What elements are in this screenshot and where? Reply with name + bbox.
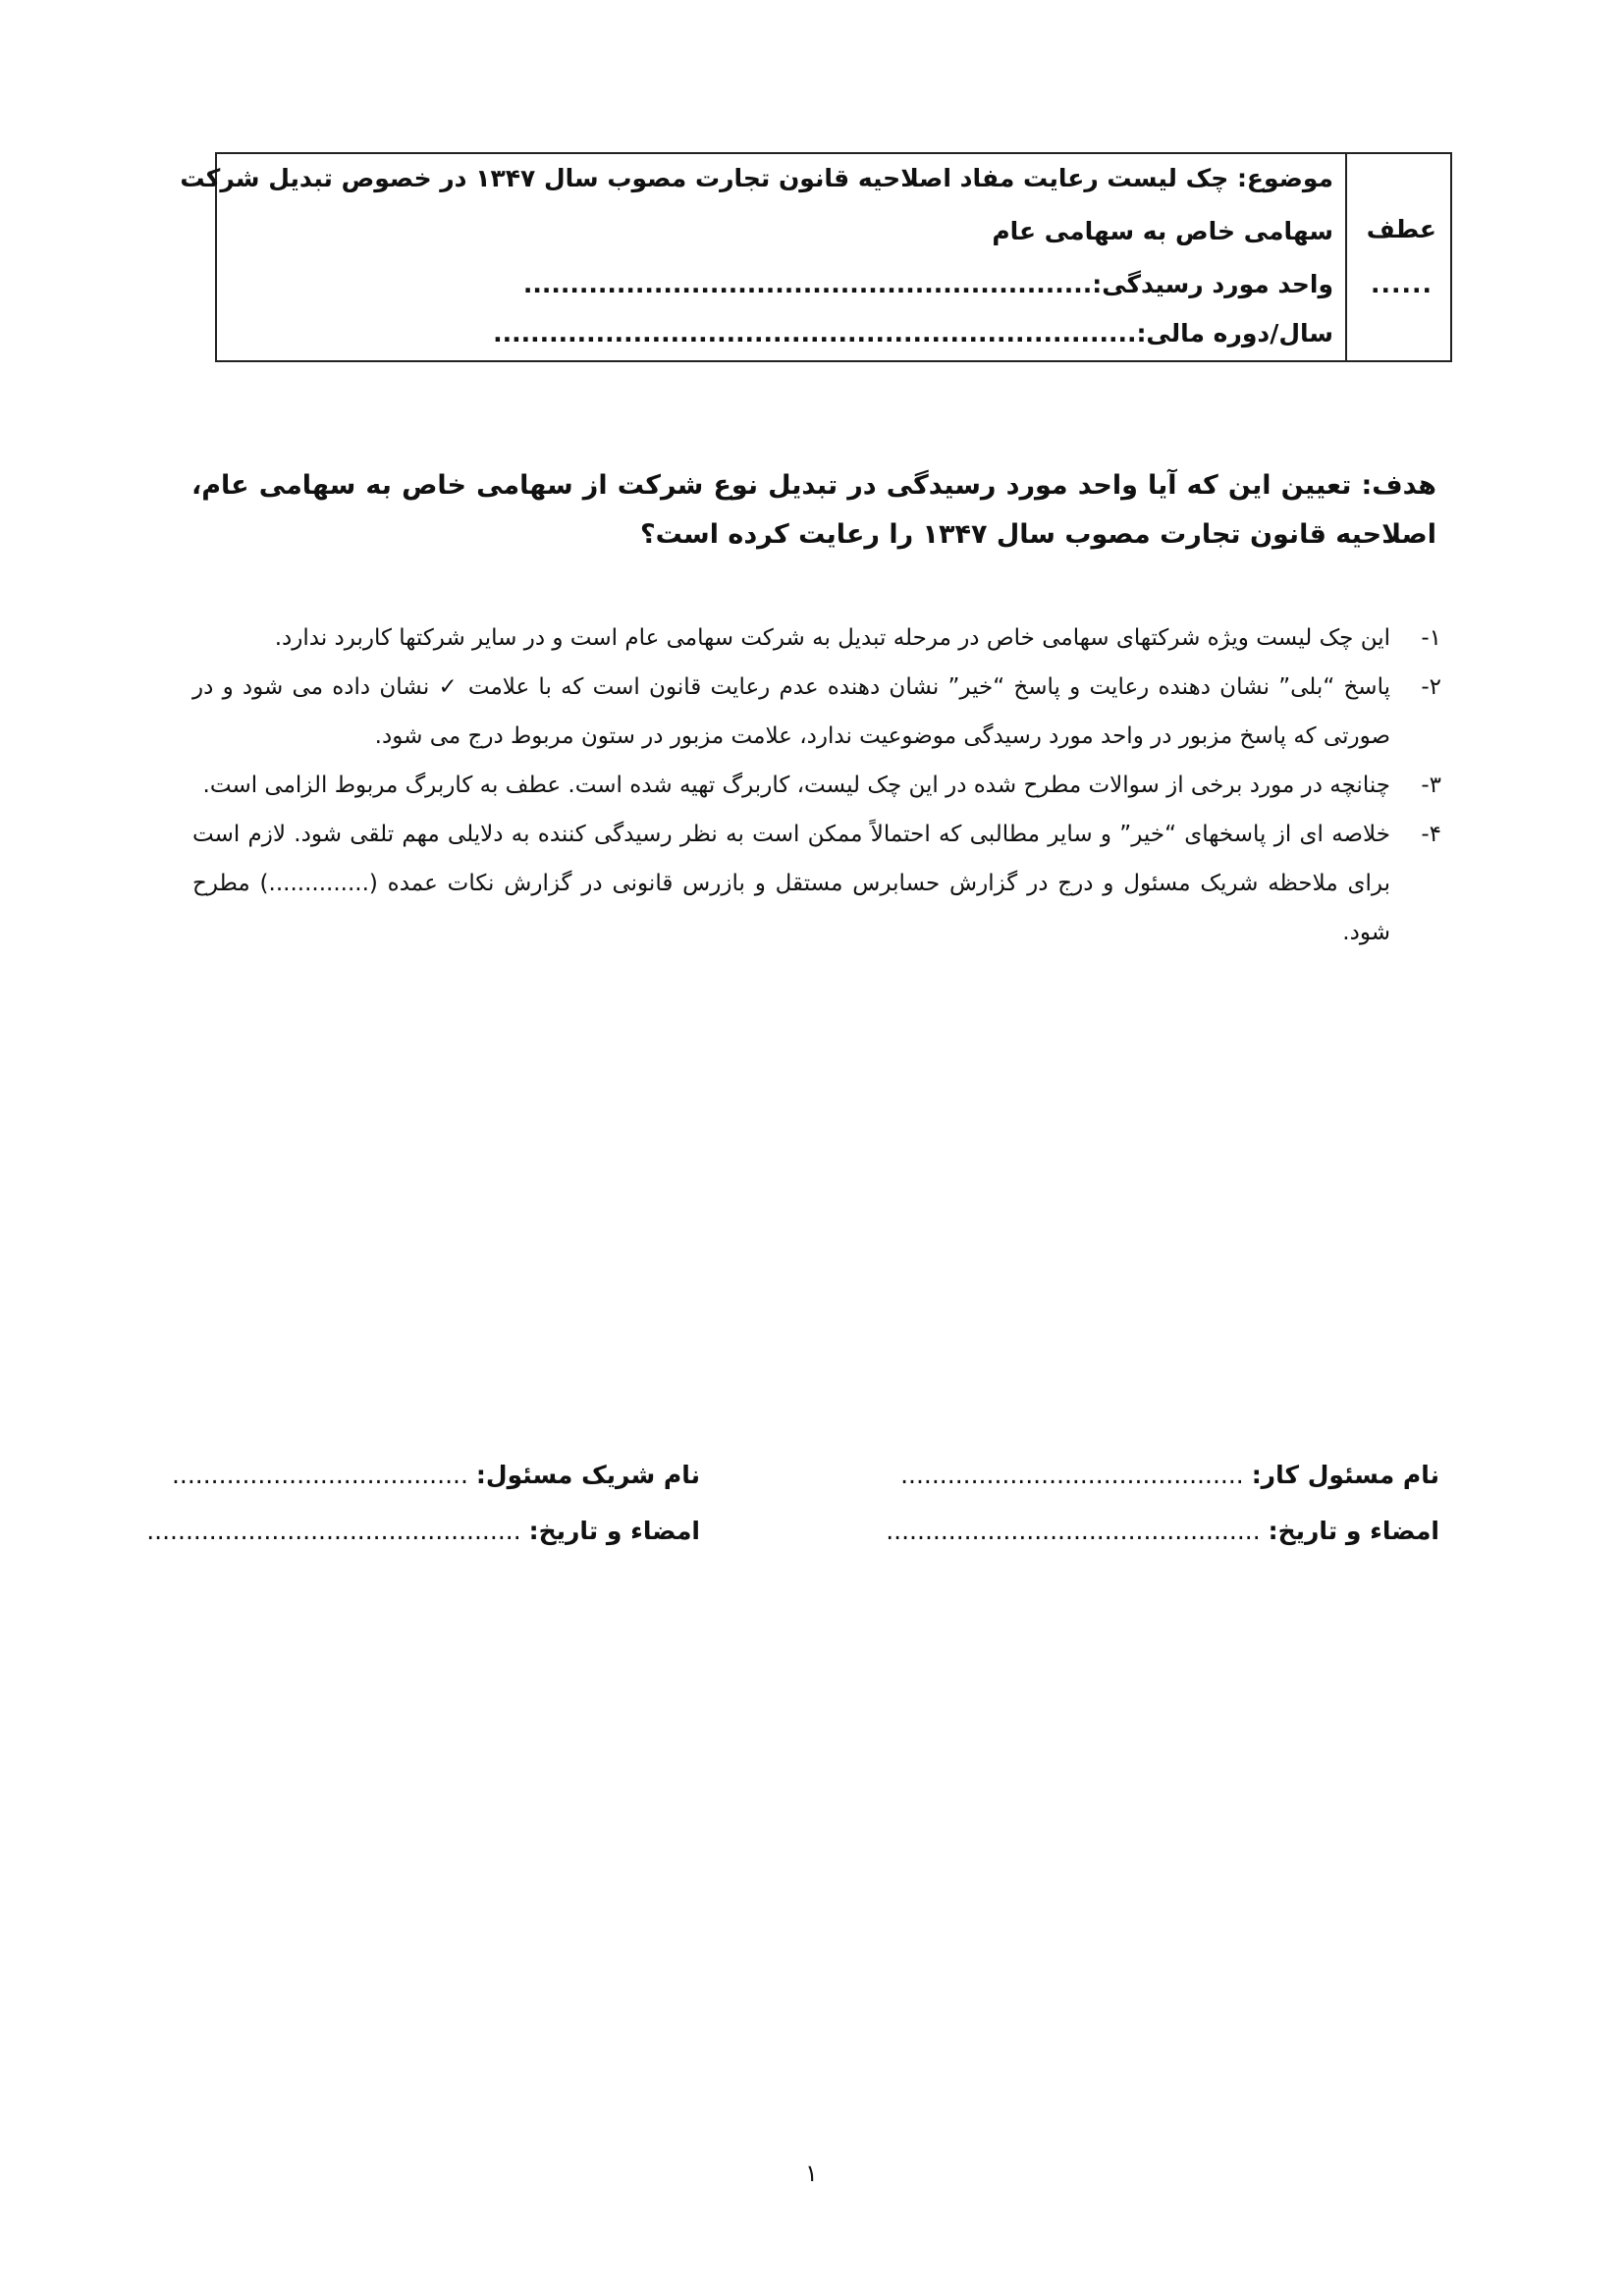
list-item — [192, 761, 1441, 810]
list-item-number: ۳- — [1421, 773, 1441, 798]
partner-signature-blank: ................................................ — [146, 1517, 529, 1545]
list-item-text: خلاصه ای از پاسخهای “خیر” و سایر مطالبی که احتمالاً ممکن است به نظر رسیدگی کننده به دلایلی مهم تلقی شود. لازم است برای ملاحظه شریک مسئول و درج در گزارش حسابرس مستقل و بازرس قانونی در گزارش نکات عمده (..............) مطرح شود. — [192, 822, 1390, 945]
partner-signature-field — [146, 1517, 700, 1545]
list-item-number: ۴- — [1421, 822, 1441, 847]
reference-column — [1345, 154, 1450, 360]
instructions-list — [192, 614, 1441, 957]
goal-statement: هدف: تعیین این که آیا واحد مورد رسیدگی در تبدیل نوع شرکت از سهامی خاص به سهامی عام، اصلاحیه قانون تجارت مصوب سال ۱۳۴۷ را رعایت کرده است؟ — [191, 470, 1436, 550]
partner-name-label: نام شریک مسئول: — [475, 1461, 700, 1489]
subject-line-2: سهامی خاص به سهامی عام — [992, 217, 1333, 245]
subject-column — [180, 154, 1345, 360]
staff-name-blank: ............................................ — [900, 1461, 1252, 1489]
list-item — [192, 810, 1441, 957]
reference-label: عطف — [1366, 215, 1436, 243]
list-item-text: پاسخ “بلی” نشان دهنده رعایت و پاسخ “خیر” نشان دهنده عدم رعایت قانون است که با علامت ✓ نشان داده می شود و در صورتی که پاسخ مزبور در واحد مورد رسیدگی موضوعیت ندارد، علامت مزبور در ستون مربوط درج می شود. — [192, 674, 1390, 749]
list-item-number: ۲- — [1421, 674, 1441, 700]
page-number: ۱ — [805, 2160, 818, 2187]
list-item-number: ۱- — [1421, 625, 1441, 651]
audited-unit-line: واحد مورد رسیدگی:............................................................. — [522, 270, 1333, 298]
reference-value: ...... — [1371, 270, 1433, 298]
header-box — [180, 152, 1452, 362]
subject-line-1: موضوع: چک لیست رعایت مفاد اصلاحیه قانون تجارت مصوب سال ۱۳۴۷ در خصوص تبدیل شرکت — [180, 164, 1333, 192]
partner-name-field — [172, 1461, 700, 1489]
staff-signature-field — [886, 1517, 1439, 1545]
list-item-text: این چک لیست ویژه شرکتهای سهامی خاص در مرحله تبدیل به شرکت سهامی عام است و در سایر شرکتها کاربرد ندارد. — [274, 625, 1390, 651]
list-item — [192, 614, 1441, 663]
list-item-text: چنانچه در مورد برخی از سوالات مطرح شده در این چک لیست، کاربرگ تهیه شده است. عطف به کاربرگ مربوط الزامی است. — [202, 773, 1390, 798]
staff-name-field — [900, 1461, 1439, 1489]
partner-name-blank: ...................................... — [171, 1461, 476, 1489]
staff-name-label: نام مسئول کار: — [1251, 1461, 1439, 1489]
partner-signature-label: امضاء و تاریخ: — [528, 1517, 700, 1545]
staff-signature-blank: ................................................ — [886, 1517, 1269, 1545]
fiscal-period-line: سال/دوره مالی:..................................................................... — [493, 319, 1333, 347]
staff-signature-label: امضاء و تاریخ: — [1268, 1517, 1439, 1545]
list-item — [192, 663, 1441, 761]
